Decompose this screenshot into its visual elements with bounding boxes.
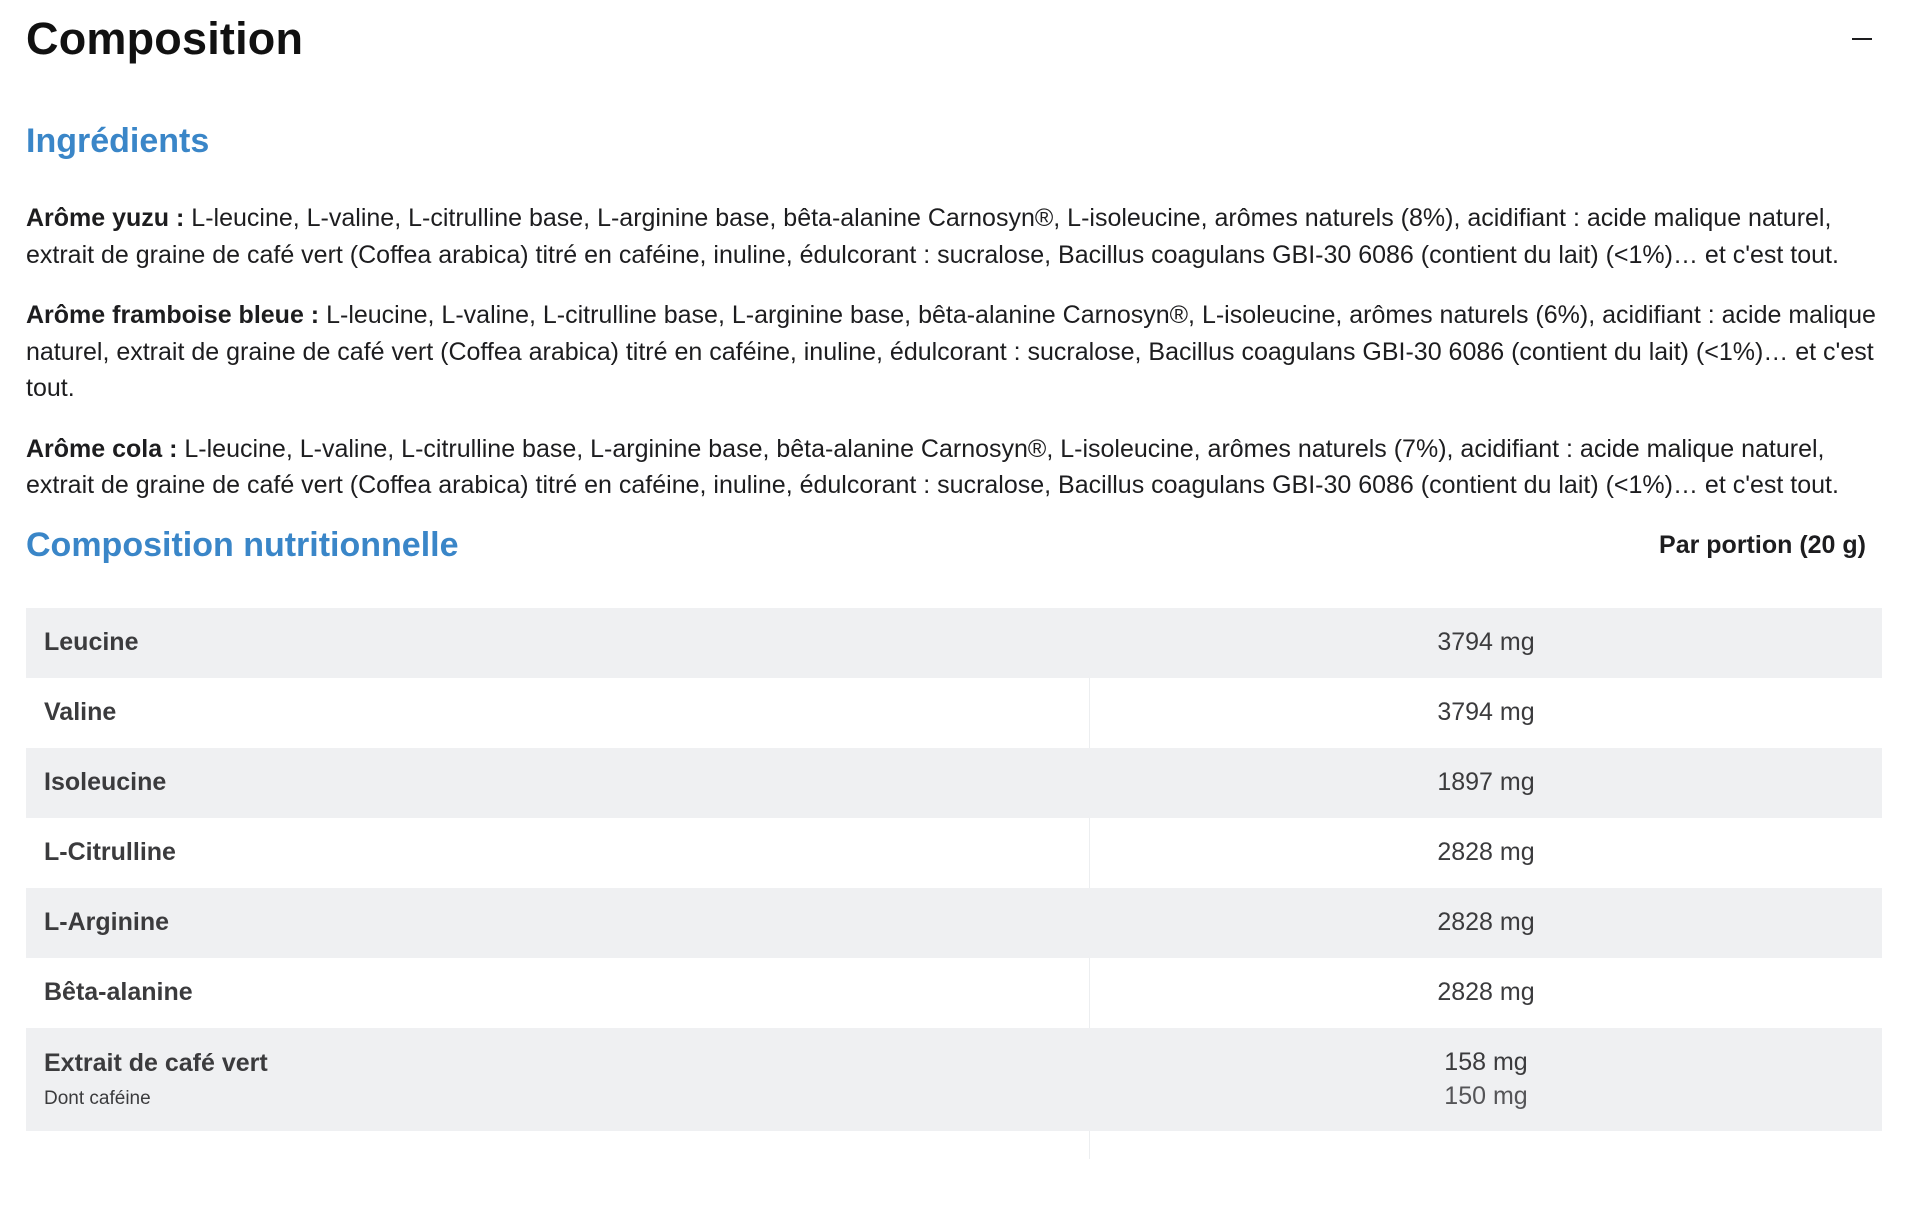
nutrient-name: Leucine <box>26 608 1090 678</box>
nutrient-value <box>1090 1131 1883 1159</box>
ingredient-framboise-bleue <box>26 297 1882 407</box>
nutrient-value: 3794 mg <box>1437 698 1535 726</box>
ingredient-text: L-leucine, L-valine, L-citrulline base, L-arginine base, bêta-alanine Carnosyn®, L-isoleucine, arômes naturels (8%), acidifiant : acide malique naturel, extrait de graine de café vert (Coffea arabica) titré en caféine, inuline, édulcorant : sucralose, Bacillus coagulans GBI-30 6086 (contient du lait) (<1%)… et c'est tout. <box>26 204 1839 269</box>
ingredient-label: Arôme yuzu : <box>26 204 185 232</box>
page-title: Composition <box>26 13 304 64</box>
nutrient-value: 1897 mg <box>1090 748 1883 818</box>
nutrient-subname: Dont caféine <box>44 1087 151 1109</box>
nutrient-name: Bêta-alanine <box>26 958 1090 1028</box>
nutrient-value-cell <box>1090 1028 1883 1131</box>
ingredient-text: L-leucine, L-valine, L-citrulline base, L-arginine base, bêta-alanine Carnosyn®, L-isoleucine, arômes naturels (7%), acidifiant : acide malique naturel, extrait de graine de café vert (Coffea arabica) titré en caféine, inuline, édulcorant : sucralose, Bacillus coagulans GBI-30 6086 (contient du lait) (<1%)… et c'est tout. <box>26 434 1839 499</box>
nutrient-value: 2828 mg <box>1090 888 1883 958</box>
table-row <box>26 678 1882 748</box>
nutrient-name: L-Citrulline <box>26 818 1090 888</box>
table-row <box>26 818 1882 888</box>
ingredient-text: L-leucine, L-valine, L-citrulline base, L-arginine base, bêta-alanine Carnosyn®, L-isoleucine, arômes naturels (6%), acidifiant : acide malique naturel, extrait de graine de café vert (Coffea arabica) titré en caféine, inuline, édulcorant : sucralose, Bacillus coagulans GBI-30 6086 (contient du lait) (<1%)… et c'est tout. <box>26 301 1876 402</box>
nutrient-value: 3794 mg <box>1090 608 1883 678</box>
nutrient-name: Isoleucine <box>26 748 1090 818</box>
nutrient-name <box>26 1131 1090 1159</box>
ingredients-heading: Ingrédients <box>26 122 210 160</box>
nutrient-value: 2828 mg <box>1437 978 1535 1006</box>
nutrient-name-cell <box>26 1028 1090 1131</box>
table-row <box>26 1028 1882 1131</box>
table-row <box>26 888 1882 958</box>
table-row <box>26 608 1882 678</box>
per-portion-label: Par portion (20 g) <box>1659 531 1866 559</box>
composition-header[interactable] <box>26 0 1882 78</box>
ingredient-label: Arôme cola : <box>26 434 178 463</box>
nutrient-value: 158 mg <box>1444 1048 1528 1076</box>
table-row <box>26 1131 1882 1159</box>
nutrient-name: Valine <box>26 678 1090 748</box>
table-row <box>26 748 1882 818</box>
nutrition-header <box>26 520 1882 572</box>
ingredient-yuzu <box>26 200 1882 273</box>
ingredient-cola <box>26 431 1882 504</box>
minus-icon <box>1852 38 1872 40</box>
nutrient-value: 2828 mg <box>1437 838 1535 866</box>
nutrient-subvalue: 150 mg <box>1444 1082 1528 1110</box>
nutrition-heading: Composition nutritionnelle <box>26 526 459 564</box>
nutrition-table <box>26 608 1882 1159</box>
collapse-button[interactable] <box>1842 19 1882 59</box>
ingredient-label: Arôme framboise bleue : <box>26 301 320 329</box>
nutrient-name: L-Arginine <box>26 888 1090 958</box>
table-row <box>26 958 1882 1028</box>
nutrient-name: Extrait de café vert <box>44 1048 268 1077</box>
